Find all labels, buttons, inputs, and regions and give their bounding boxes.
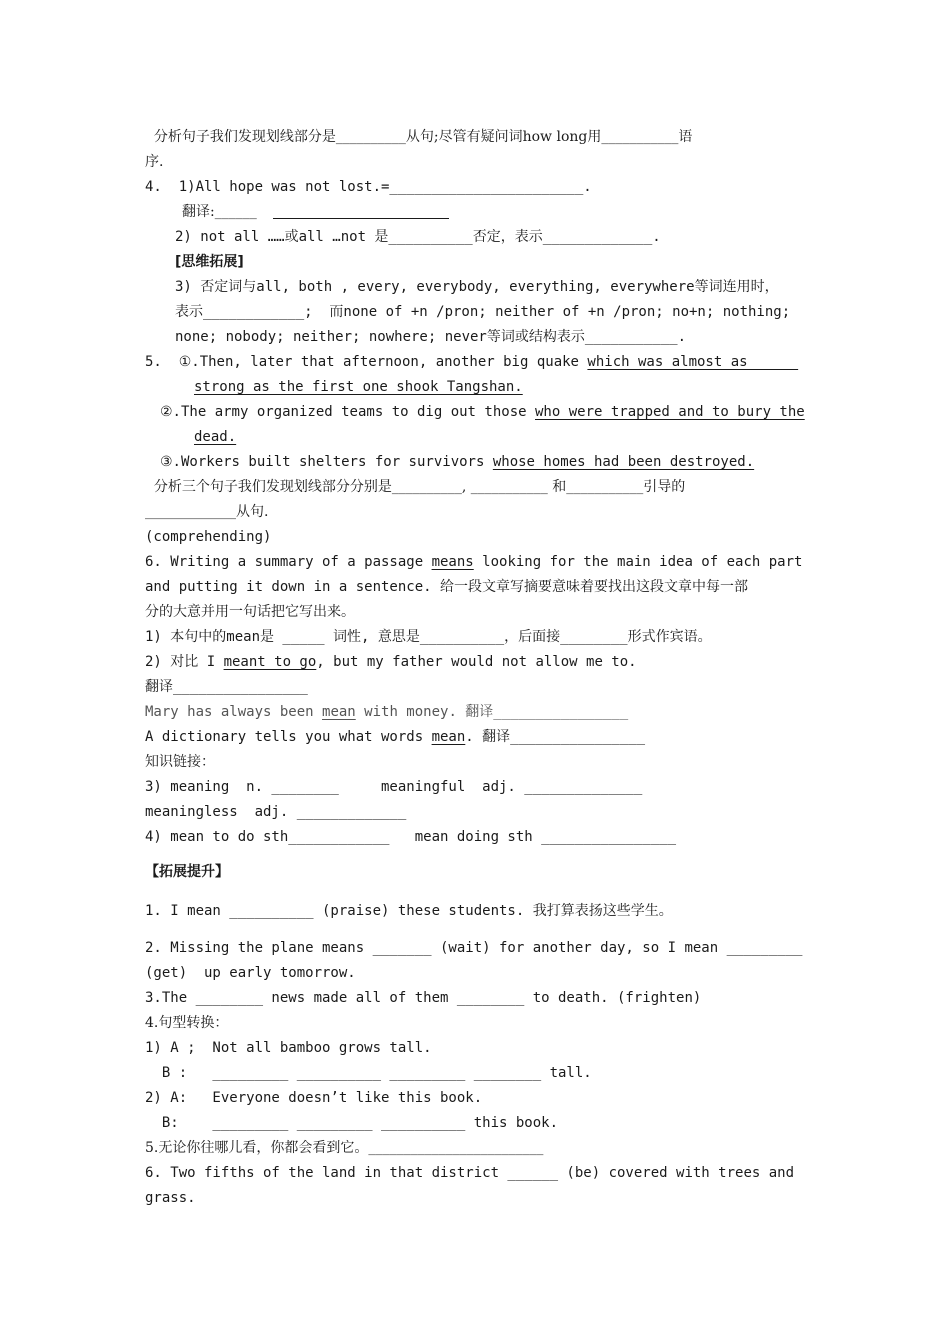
- exercise-6: 6. Two fifths of the land in that district ______ (be) covered with trees and: [145, 1165, 795, 1181]
- text-line: B : _________ __________ _________ ________ tall.: [145, 1065, 592, 1081]
- underlined-clause: dead.: [194, 429, 237, 445]
- underlined-clause: who were trapped and to bury the: [535, 404, 805, 420]
- exercise-4-heading: 4.句型转换：: [145, 1015, 229, 1031]
- sentence-text: Mary has always been: [145, 704, 323, 720]
- underlined-clause: strong as the first one shook Tangshan.: [194, 379, 523, 395]
- sentence-text: , but my father would not allow me to.: [316, 654, 637, 670]
- underlined-word: meant to go: [223, 654, 317, 670]
- question-5-sentence-1: [145, 352, 798, 372]
- text-line: (comprehending): [145, 529, 272, 545]
- question-4-line: 4. 1)All hope was not lost.=_______________________.: [145, 179, 592, 195]
- sentence-text: A dictionary tells you what words: [145, 729, 432, 745]
- text-line: 分析句子我们发现划线部分是__________从句;尽管有疑问词how long用___________语: [145, 129, 693, 145]
- sentence-text: 6. Writing a summary of a passage: [145, 554, 432, 570]
- exercise-3: 3.The ________ news made all of them ________ to death. (frighten): [145, 990, 702, 1006]
- sentence-text: 2) 对比 I: [145, 654, 224, 670]
- text-line: B: _________ _________ __________ this book.: [145, 1115, 559, 1131]
- text-line: 4) mean to do sth____________ mean doing sth ________________: [145, 829, 677, 845]
- text-line: 3) 否定词与all, both , every, everybody, everything, everywhere等词连用时，: [175, 279, 779, 295]
- section-heading-thinking: [思维拓展]: [175, 254, 244, 270]
- text-line: 分的大意并用一句话把它写出来。: [145, 604, 355, 620]
- text-line: meaningless adj. _____________: [145, 804, 407, 820]
- question-6-line: [145, 552, 802, 572]
- question-5-sentence-2: [160, 402, 805, 422]
- text-line: 1) A ; Not all bamboo grows tall.: [145, 1040, 432, 1056]
- text-line: grass.: [145, 1190, 196, 1206]
- text-line: [145, 652, 637, 672]
- text-line: _____________从句.: [145, 504, 269, 520]
- text-line: 2) not all ……或all …not 是__________否定，表示_____________.: [175, 229, 661, 245]
- exercise-1: 1. I mean __________ (praise) these students. 我打算表扬这些学生。: [145, 903, 673, 919]
- section-heading-extension: 【拓展提升】: [145, 864, 229, 880]
- sentence-text: looking for the main idea of each part: [473, 554, 803, 570]
- question-5-sentence-3: [160, 452, 754, 472]
- text-line: [145, 702, 628, 722]
- sentence-text: 5. ①.Then, later that afternoon, another big quake: [145, 354, 588, 370]
- sentence-text: ②.The army organized teams to dig out those: [160, 404, 535, 420]
- translation-label: 翻译:______: [182, 204, 257, 220]
- text-line: (get) up early tomorrow.: [145, 965, 356, 981]
- sentence-text: with money. 翻译________________: [355, 704, 629, 720]
- text-line: none; nobody; neither; nowhere; never等词或结构表示___________.: [175, 329, 687, 345]
- text-line: 翻译________________: [145, 679, 308, 695]
- text-line: 知识链接：: [145, 754, 215, 770]
- text-line: 序.: [145, 154, 164, 170]
- text-line: 1) 本句中的mean是 _____ 词性, 意思是__________，后面接________形式作宾语。: [145, 629, 712, 645]
- sentence-text: ③.Workers built shelters for survivors: [160, 454, 493, 470]
- underlined-word: mean: [431, 729, 466, 745]
- sentence-text: . 翻译________________: [465, 729, 646, 745]
- exercise-5: 5.无论你往哪儿看，你都会看到它。_________________________: [145, 1140, 544, 1156]
- text-line: [145, 727, 645, 747]
- answer-blank-line: [273, 218, 449, 219]
- text-line: 分析三个句子我们发现划线部分分别是__________, ___________ 和___________引导的: [145, 479, 686, 495]
- text-line: and putting it down in a sentence. 给一段文章写摘要意味着要找出这段文章中每一部: [145, 579, 749, 595]
- underlined-word: mean: [322, 704, 356, 720]
- text-line: 2) A: Everyone doesn’t like this book.: [145, 1090, 483, 1106]
- text-line: 表示____________; 而none of +n /pron; neither of +n /pron; no+n; nothing;: [175, 304, 791, 320]
- underlined-clause: whose homes had been destroyed.: [492, 454, 755, 470]
- underlined-word: means: [431, 554, 474, 570]
- text-line: 3) meaning n. ________ meaningful adj. ______________: [145, 779, 643, 795]
- exercise-2: 2. Missing the plane means _______ (wait) for another day, so I mean _________: [145, 940, 803, 956]
- underlined-clause: which was almost as: [587, 354, 799, 370]
